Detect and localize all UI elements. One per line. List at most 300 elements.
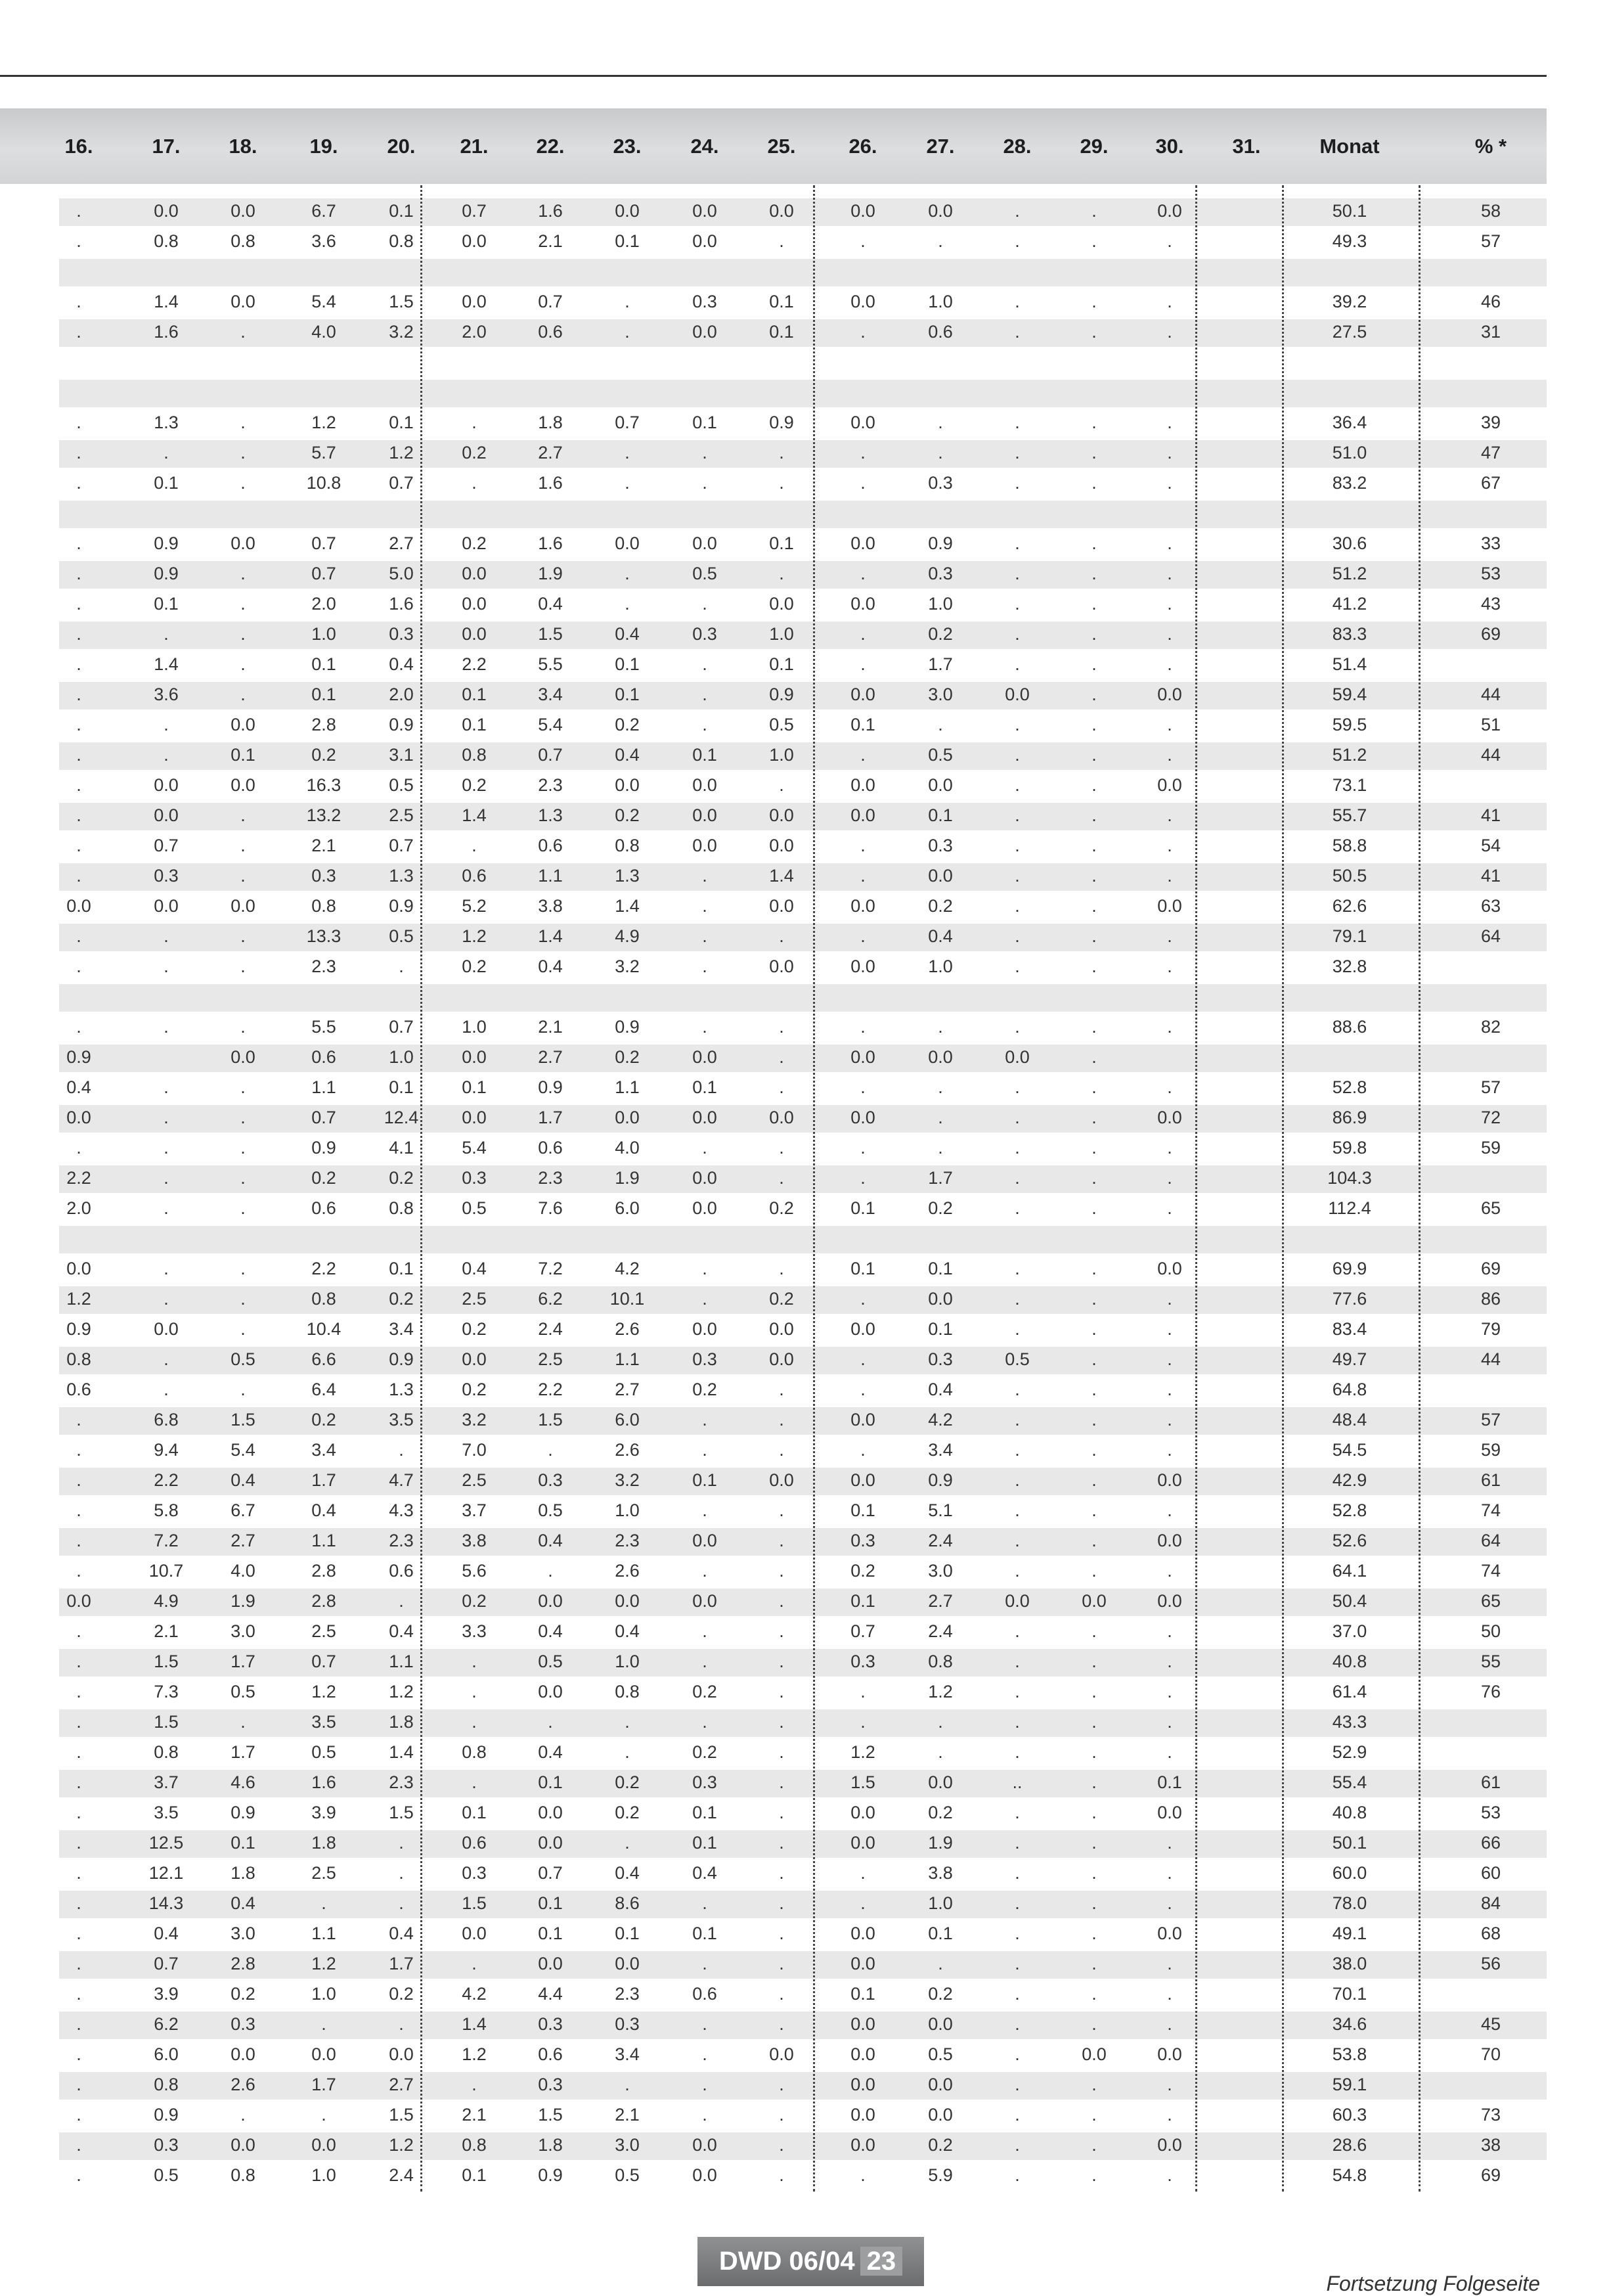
table-cell: 59.1 [1332,2075,1367,2094]
table-cell: 0.0 [1157,1259,1182,1278]
column-header: % * [1474,135,1507,158]
table-cell: 2.1 [462,2105,487,2125]
table-cell: 0.0 [1157,1531,1182,1550]
table-cell: 1.6 [311,1772,336,1792]
table-cell: 65 [1480,1198,1501,1218]
table-cell: 1.2 [389,443,414,462]
table-cell: 1.1 [615,1349,640,1369]
table-cell: . [702,2044,707,2064]
table-cell: . [164,715,169,734]
table-cell: . [1167,1500,1172,1520]
table-cell: 1.0 [311,624,336,644]
table-cell: . [1091,1108,1097,1127]
table-cell: 2.5 [462,1470,487,1490]
table-cell: 44 [1480,685,1501,704]
table-cell: 1.5 [538,2105,563,2125]
table-cell: . [1167,957,1172,976]
table-cell: . [1015,1138,1020,1158]
table-cell: 0.7 [154,836,179,855]
table-cell: . [1015,2165,1020,2185]
table-cell: 4.0 [311,322,336,342]
table-cell: 0.9 [389,896,414,916]
table-cell: . [860,231,866,251]
table-cell: 0.0 [462,1349,487,1369]
table-cell: 2.7 [928,1591,953,1611]
table-cell: 42.9 [1332,1470,1367,1490]
table-cell: . [1167,322,1172,342]
table-cell: 0.5 [692,564,717,583]
table-cell: . [1167,473,1172,493]
table-cell: 0.0 [769,805,794,825]
table-cell: 0.1 [538,1893,563,1913]
table-cell: 59.8 [1332,1138,1367,1158]
table-cell: 0.2 [462,1380,487,1399]
table-cell: 2.7 [538,443,563,462]
table-cell: 0.1 [769,654,794,674]
table-cell: 74 [1480,1561,1501,1581]
table-cell: . [1091,685,1097,704]
table-cell: . [1167,1712,1172,1732]
table-cell: . [1091,2075,1097,2094]
table-cell: . [1015,957,1020,976]
table-cell: . [76,1017,81,1037]
table-cell: 51.2 [1332,745,1367,765]
table-cell: 2.8 [311,1591,336,1611]
table-cell: . [76,1621,81,1641]
table-cell: 1.3 [389,1380,414,1399]
table-cell: 0.2 [928,896,953,916]
table-cell: 0.6 [538,322,563,342]
table-cell: 60.3 [1332,2105,1367,2125]
column-header: 25. [767,135,796,158]
table-cell: 0.0 [311,2135,336,2155]
column-divider [1419,185,1421,2192]
table-cell: 0.9 [66,1319,91,1339]
table-cell: 0.3 [692,292,717,311]
table-cell: 73 [1480,2105,1501,2125]
table-cell: . [779,1017,784,1037]
table-cell: 0.1 [692,1077,717,1097]
table-cell: 0.1 [769,322,794,342]
table-cell: 40.8 [1332,1652,1367,1671]
table-cell: 0.9 [769,685,794,704]
table-cell: 40.8 [1332,1803,1367,1822]
table-cell: . [472,1772,477,1792]
column-header: 29. [1080,135,1109,158]
table-cell: 79.1 [1332,926,1367,946]
table-cell: 1.4 [154,654,179,674]
table-cell: 0.1 [928,1319,953,1339]
table-cell: 0.7 [311,564,336,583]
table-cell: 4.7 [389,1470,414,1490]
table-cell: 2.0 [462,322,487,342]
table-cell: 1.6 [538,533,563,553]
table-cell: 3.5 [389,1410,414,1429]
table-cell: . [1167,805,1172,825]
table-cell: . [1091,1772,1097,1792]
table-cell: . [1167,533,1172,553]
table-cell: 0.7 [389,836,414,855]
table-cell: . [76,594,81,614]
table-cell: 0.0 [154,775,179,795]
table-cell: 0.2 [850,1561,875,1581]
table-cell: 3.4 [615,2044,640,2064]
table-cell: 6.0 [154,2044,179,2064]
table-cell: 49.7 [1332,1349,1367,1369]
table-cell: 0.0 [154,201,179,221]
table-cell: 0.8 [66,1349,91,1369]
table-cell: 0.9 [769,413,794,432]
column-header: 20. [387,135,416,158]
table-cell: 0.0 [692,1108,717,1127]
table-cell: 1.7 [231,1742,255,1762]
table-cell: 54 [1480,836,1501,855]
table-cell: 0.0 [462,292,487,311]
table-cell: . [860,1138,866,1158]
table-cell: 0.0 [928,866,953,886]
table-cell: 0.5 [389,926,414,946]
column-header: 26. [849,135,877,158]
table-cell: 1.2 [928,1682,953,1701]
table-cell: 0.4 [692,1863,717,1883]
table-cell: . [1091,866,1097,886]
table-cell: 2.1 [615,2105,640,2125]
table-cell: 7.3 [154,1682,179,1701]
table-cell: 0.2 [311,745,336,765]
table-cell: . [472,836,477,855]
table-cell: . [625,322,630,342]
table-cell: . [779,1803,784,1822]
table-cell: 0.1 [615,685,640,704]
table-cell: . [779,1138,784,1158]
table-cell: 52.8 [1332,1500,1367,1520]
table-cell: 0.0 [231,715,255,734]
table-cell: . [1167,715,1172,734]
table-cell: 1.6 [538,473,563,493]
table-cell: 53.8 [1332,2044,1367,2064]
table-cell: . [779,1380,784,1399]
table-cell: 9.4 [154,1440,179,1460]
table-cell: 0.0 [850,1803,875,1822]
table-cell: . [76,775,81,795]
table-cell: . [240,1138,246,1158]
table-cell: 0.9 [311,1138,336,1158]
table-cell: 0.3 [692,624,717,644]
table-cell: 0.0 [66,896,91,916]
table-cell: 0.8 [154,1742,179,1762]
table-cell: 1.0 [311,2165,336,2185]
table-cell: 0.7 [311,1108,336,1127]
table-cell: . [779,1168,784,1188]
table-cell: 0.0 [538,1833,563,1853]
table-cell: 0.0 [231,2044,255,2064]
table-cell: 1.0 [928,292,953,311]
table-cell: . [76,1893,81,1913]
table-cell: . [779,1682,784,1701]
table-cell: 0.3 [154,866,179,886]
table-cell: . [1091,836,1097,855]
table-cell: 0.0 [462,1924,487,1943]
table-cell: . [164,1380,169,1399]
table-cell: 0.0 [928,1289,953,1309]
table-cell: 1.4 [462,2014,487,2034]
table-cell: 69 [1480,2165,1501,2185]
table-cell: 0.1 [389,1077,414,1097]
table-cell: . [76,654,81,674]
table-cell: 0.3 [692,1349,717,1369]
table-cell: 2.7 [389,533,414,553]
table-cell: 0.0 [615,775,640,795]
table-cell: . [779,2014,784,2034]
table-cell: 2.8 [311,1561,336,1581]
table-cell: . [76,292,81,311]
table-cell: . [1015,292,1020,311]
column-header: 24. [690,135,719,158]
table-cell: 0.0 [850,201,875,221]
table-cell: . [860,1863,866,1883]
table-cell: . [779,1984,784,2004]
table-cell: 2.0 [311,594,336,614]
table-cell: 0.6 [389,1561,414,1581]
table-cell: 0.0 [615,1108,640,1127]
table-cell: 2.6 [231,2075,255,2094]
table-cell: . [1091,1652,1097,1671]
table-cell: 59 [1480,1138,1501,1158]
table-cell: 0.8 [311,1289,336,1309]
table-cell: 76 [1480,1682,1501,1701]
table-cell: 3.8 [928,1863,953,1883]
table-cell: 0.0 [231,2135,255,2155]
table-cell: . [860,866,866,886]
table-cell: 3.4 [311,1440,336,1460]
table-cell: 0.0 [850,896,875,916]
table-cell: 0.0 [769,836,794,855]
table-cell: 1.3 [538,805,563,825]
table-cell: 3.0 [231,1924,255,1943]
table-cell: . [1015,1712,1020,1732]
table-cell: 0.0 [769,1319,794,1339]
table-cell: 0.0 [692,2165,717,2185]
table-cell: 3.0 [928,1561,953,1581]
table-cell: 0.8 [154,2075,179,2094]
table-cell: 0.0 [231,1047,255,1067]
table-cell: 0.4 [615,1621,640,1641]
table-cell: 70.1 [1332,1984,1367,2004]
table-cell: 0.2 [769,1289,794,1309]
table-cell: 53 [1480,1803,1501,1822]
table-cell: . [702,1652,707,1671]
table-cell: . [779,2165,784,2185]
table-cell: 0.1 [928,1259,953,1278]
table-cell: 0.2 [615,805,640,825]
table-cell: . [702,1712,707,1732]
table-cell: . [76,201,81,221]
table-cell: . [1167,866,1172,886]
table-cell: 0.1 [692,1924,717,1943]
table-cell: 0.0 [1157,1924,1182,1943]
table-cell: . [702,2014,707,2034]
table-cell: 4.2 [928,1410,953,1429]
table-cell: 1.6 [389,594,414,614]
table-cell: . [1015,926,1020,946]
table-cell: 0.1 [1157,1772,1182,1792]
table-cell: 0.6 [928,322,953,342]
table-cell: 10.8 [306,473,342,493]
table-cell: 1.0 [928,594,953,614]
table-cell: 0.1 [692,745,717,765]
table-cell: . [938,1017,943,1037]
table-cell: . [76,1440,81,1460]
column-header: 16. [64,135,93,158]
table-cell: . [1015,1017,1020,1037]
table-cell: 2.4 [928,1531,953,1550]
table-cell: 0.2 [462,1591,487,1611]
table-cell: 50.1 [1332,1833,1367,1853]
table-cell: 1.0 [389,1047,414,1067]
table-cell: 3.4 [389,1319,414,1339]
table-cell: . [240,1168,246,1188]
table-cell: 2.6 [615,1440,640,1460]
table-cell: 5.4 [311,292,336,311]
table-cell: 3.2 [615,957,640,976]
table-cell: 0.7 [538,292,563,311]
table-cell: . [76,685,81,704]
table-cell: . [779,443,784,462]
table-cell: . [1091,1410,1097,1429]
table-cell: 1.1 [311,1077,336,1097]
table-cell: 1.8 [231,1863,255,1883]
table-cell: . [1167,2165,1172,2185]
table-cell: . [472,1954,477,1973]
table-cell: . [1167,1833,1172,1853]
column-header: 19. [309,135,338,158]
table-cell: . [1015,1410,1020,1429]
table-cell: 0.9 [154,533,179,553]
table-cell: 0.4 [928,926,953,946]
table-cell: . [164,1259,169,1278]
table-cell: . [76,836,81,855]
table-cell: 2.7 [231,1531,255,1550]
table-cell: . [76,1833,81,1853]
table-cell: . [1167,594,1172,614]
table-cell: 0.0 [462,1108,487,1127]
table-cell: . [1015,1259,1020,1278]
table-cell: . [1091,1924,1097,1943]
table-cell: . [1015,322,1020,342]
table-cell: 0.0 [928,1772,953,1792]
table-cell: 0.0 [1157,2044,1182,2064]
table-cell: 0.8 [311,896,336,916]
table-cell: 0.0 [231,533,255,553]
table-cell: . [1015,775,1020,795]
table-cell: . [702,1561,707,1581]
table-cell: . [1167,1198,1172,1218]
column-header: 28. [1003,135,1032,158]
table-cell: . [1167,1954,1172,1973]
table-cell: 0.5 [538,1652,563,1671]
table-cell: . [76,1954,81,1973]
table-cell: 0.0 [1157,896,1182,916]
table-cell: 6.0 [615,1198,640,1218]
table-cell: 1.2 [311,413,336,432]
table-cell: . [76,2014,81,2034]
table-cell: 0.0 [692,805,717,825]
table-cell: . [164,624,169,644]
table-cell: . [702,926,707,946]
table-cell: 3.9 [154,1984,179,2004]
table-cell: 4.9 [615,926,640,946]
table-cell: 0.0 [850,957,875,976]
table-cell: . [1091,624,1097,644]
table-cell: . [164,1349,169,1369]
table-cell: 1.5 [538,1410,563,1429]
table-cell: 0.0 [850,594,875,614]
table-cell: 0.6 [311,1198,336,1218]
table-cell: 57 [1480,1410,1501,1429]
table-cell: . [399,1893,404,1913]
table-cell: 0.7 [389,1017,414,1037]
table-cell: 3.1 [389,745,414,765]
table-cell: . [321,1893,326,1913]
table-cell: 0.0 [231,292,255,311]
table-cell: 0.8 [154,231,179,251]
table-cell: . [1091,1984,1097,2004]
table-cell: . [1091,594,1097,614]
table-cell: . [1091,2014,1097,2034]
table-cell: 39 [1480,413,1501,432]
table-cell: . [240,926,246,946]
table-cell: . [240,836,246,855]
table-cell: . [779,2105,784,2125]
table-cell: . [1167,231,1172,251]
table-cell: . [1091,1198,1097,1218]
table-cell: 5.7 [311,443,336,462]
table-cell: . [1091,1077,1097,1097]
table-cell: 68 [1480,1924,1501,1943]
table-cell: 1.5 [850,1772,875,1792]
table-cell: 2.5 [538,1349,563,1369]
table-cell: 0.2 [769,1198,794,1218]
table-cell: . [1091,957,1097,976]
table-cell: 0.3 [928,1349,953,1369]
table-cell: . [702,1017,707,1037]
table-cell: . [860,1380,866,1399]
table-cell: .. [1012,1772,1023,1792]
table-cell: 4.6 [231,1772,255,1792]
table-cell: 0.2 [928,2135,953,2155]
table-cell: 0.0 [154,1319,179,1339]
table-cell: . [1091,1259,1097,1278]
row-band [59,1226,1547,1253]
table-cell: 0.4 [538,1531,563,1550]
table-cell: . [702,443,707,462]
table-cell: . [860,443,866,462]
table-cell: 1.4 [154,292,179,311]
table-cell: 0.0 [1082,2044,1107,2064]
table-cell: 33 [1480,533,1501,553]
table-cell: 0.2 [928,624,953,644]
table-cell: . [164,745,169,765]
table-cell: . [1015,2105,1020,2125]
table-cell: 0.8 [462,2135,487,2155]
table-cell: 0.0 [769,1349,794,1369]
table-cell: . [860,322,866,342]
table-cell: . [860,1682,866,1701]
table-cell: . [1167,1621,1172,1641]
column-header: 17. [152,135,181,158]
table-cell: 2.5 [311,1863,336,1883]
table-cell: 3.4 [538,685,563,704]
